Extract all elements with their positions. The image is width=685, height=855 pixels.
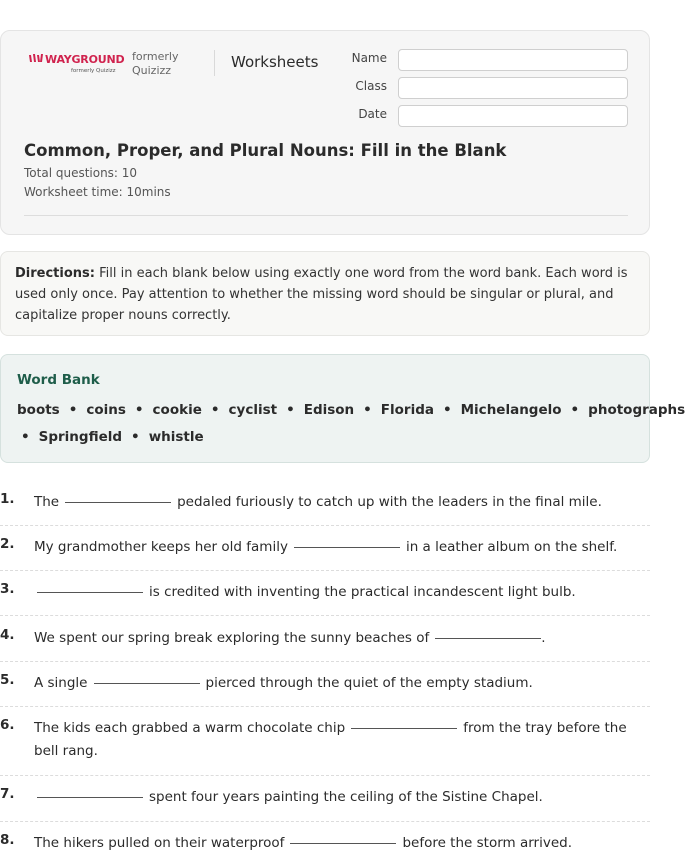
question-divider (0, 661, 650, 662)
question-divider (0, 706, 650, 707)
header-rule (24, 215, 628, 216)
word-bank-title: Word Bank (17, 372, 100, 388)
question-text-after: in a leather album on the shelf. (405, 539, 618, 555)
word-bank-line-1 (17, 402, 685, 418)
question-number: 3. (0, 581, 15, 597)
question-text-before: The hikers pulled on their waterproof (34, 835, 285, 851)
question-text-after: spent four years painting the ceiling of the Sistine Chapel. (149, 789, 543, 805)
logo-mark-icon (29, 53, 43, 66)
word-separator: • (363, 402, 372, 418)
question-divider (0, 615, 650, 616)
question-divider (0, 821, 650, 822)
answer-blank[interactable] (37, 797, 143, 798)
question-text-before: The (34, 494, 60, 510)
question-divider (0, 570, 650, 571)
class-label: Class (355, 79, 387, 93)
total-questions: Total questions: 10 (24, 166, 138, 180)
worksheet-header (0, 30, 650, 235)
question-text-after: pierced through the quiet of the empty stadium. (205, 675, 533, 691)
question-divider (0, 525, 650, 526)
header-divider (214, 50, 215, 76)
answer-blank[interactable] (37, 592, 143, 593)
name-input[interactable] (398, 49, 628, 71)
question-text-before: We spent our spring break exploring the sunny beaches of (34, 630, 430, 646)
word-separator: • (21, 429, 30, 445)
class-input[interactable] (398, 77, 628, 99)
date-field-row (331, 105, 628, 125)
question-number: 5. (0, 672, 15, 688)
word-bank-line-2 (17, 429, 204, 445)
directions-label: Directions: (15, 266, 95, 281)
word-separator: • (570, 402, 580, 418)
directions-text: Fill in each blank below using exactly one word from the word bank. Each word is used only once. Pay attention to whether the missing word should be singular or plural, and capitalize proper nouns correctly. (15, 266, 628, 323)
answer-blank[interactable] (94, 683, 200, 684)
word-bank-item: photographs (588, 402, 685, 418)
word-separator: • (134, 402, 144, 418)
word-separator: • (286, 402, 295, 418)
question-number: 4. (0, 627, 15, 643)
brand-name: WAYGROUND (45, 53, 125, 66)
word-separator: • (210, 402, 220, 418)
answer-blank[interactable] (290, 843, 396, 844)
word-separator: • (131, 429, 140, 445)
name-field-row (331, 49, 628, 69)
word-bank-item: Edison (303, 402, 355, 418)
word-bank-item: whistle (148, 429, 204, 445)
word-separator: • (68, 402, 78, 418)
answer-blank[interactable] (65, 502, 171, 503)
answer-blank[interactable] (351, 728, 457, 729)
word-bank-item: Springfield (38, 429, 123, 445)
answer-blank[interactable] (294, 547, 400, 548)
brand-logo (29, 51, 125, 85)
question-text-before: My grandmother keeps her old family (34, 539, 288, 555)
worksheet-time: Worksheet time: 10mins (24, 185, 171, 199)
question-number: 1. (0, 491, 15, 507)
word-bank-item: cyclist (228, 402, 278, 418)
word-bank-item: boots (17, 402, 60, 418)
question-text-after: . (541, 630, 546, 646)
question-text-after: pedaled furiously to catch up with the leaders in the final mile. (177, 494, 602, 510)
question-text-before: The kids each grabbed a warm chocolate chip (34, 720, 346, 736)
formerly-quizizz-text: formerly Quizizz (132, 50, 179, 77)
word-bank-item: Florida (380, 402, 434, 418)
question-text-before: A single (34, 675, 88, 691)
word-bank (0, 354, 685, 463)
question-text-after: from the tray before the bell rang. (34, 720, 627, 759)
question-number: 7. (0, 786, 15, 802)
date-label: Date (358, 107, 387, 121)
class-field-row (331, 77, 628, 97)
question-number: 8. (0, 832, 15, 848)
directions-box (0, 251, 650, 336)
worksheet-title: Common, Proper, and Plural Nouns: Fill in the Blank (24, 141, 507, 160)
word-separator: • (442, 402, 452, 418)
question-number: 6. (0, 717, 15, 733)
word-bank-item: Michelangelo (460, 402, 562, 418)
name-label: Name (351, 51, 387, 65)
date-input[interactable] (398, 105, 628, 127)
question-text-after: is credited with inventing the practical incandescent light bulb. (149, 584, 576, 600)
answer-blank[interactable] (435, 638, 541, 639)
wayground-logo (29, 53, 124, 66)
question-text-after: before the storm arrived. (402, 835, 573, 851)
brand-subtitle: formerly Quizizz (71, 68, 116, 74)
question-number: 2. (0, 536, 15, 552)
word-bank-item: coins (86, 402, 126, 418)
question-divider (0, 775, 650, 776)
word-bank-item: cookie (152, 402, 202, 418)
section-title: Worksheets (231, 53, 319, 71)
